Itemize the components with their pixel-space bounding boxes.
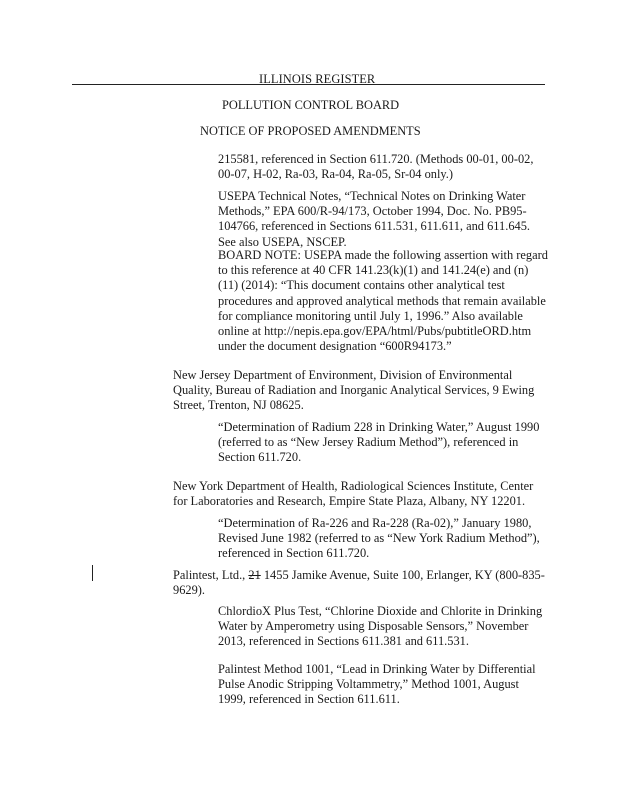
board-name: POLLUTION CONTROL BOARD — [222, 98, 400, 112]
paragraph-new-york-radium-method: “Determination of Ra-226 and Ra-228 (Ra-02),” January 1980, Revised June 1982 (referred to as “New York Radium Method”), referenced in Section 611.720. — [218, 516, 540, 561]
struck-text: 21 — [248, 568, 261, 582]
paragraph-board-note: BOARD NOTE: USEPA made the following assertion with regard to this reference at 40 CFR 141.23(k)(1) and 141.24(e) and (n)(11) (2014): “This document contains other analytical test procedures and approved analytical methods that remain available for compliance monitoring until July 1, 1996.” Also available online at http://nepis.epa.gov/EPA/html/Pubs/pubtitleORD.htm under the document designation “600R94173.” — [218, 248, 548, 354]
paragraph-new-york-department: New York Department of Health, Radiological Sciences Institute, Center for Laboratories and Research, Empire State Plaza, Albany, NY 12201. — [173, 479, 534, 509]
register-title: ILLINOIS REGISTER — [259, 72, 376, 86]
change-bar — [92, 565, 93, 581]
paragraph-method-list: 215581, referenced in Section 611.720. (Methods 00-01, 00-02, 00-07, H-02, Ra-03, Ra-04, Ra-05, Sr-04 only.) — [218, 152, 534, 182]
header-rule — [72, 84, 545, 85]
palintest-name: Palintest, Ltd., — [173, 568, 249, 582]
notice-title: NOTICE OF PROPOSED AMENDMENTS — [200, 124, 421, 138]
paragraph-palintest-address — [173, 568, 548, 598]
paragraph-new-jersey-radium-method: “Determination of Radium 228 in Drinking Water,” August 1990 (referred to as “New Jersey Radium Method”), referenced in Section 611.720. — [218, 420, 540, 465]
paragraph-new-jersey-department: New Jersey Department of Environment, Division of Environmental Quality, Bureau of Radiation and Inorganic Analytical Services, 9 Ewing Street, Trenton, NJ 08625. — [173, 368, 535, 413]
paragraph-usepa-technical-notes: USEPA Technical Notes, “Technical Notes on Drinking Water Methods,” EPA 600/R-94/173, October 1994, Doc. No. PB95-104766, referenced in Sections 611.531, 611.611, and 611.645. See also USEPA, NSCEP. — [218, 189, 530, 249]
palintest-address: 1455 Jamike Avenue, Suite 100, Erlanger, KY (800-835-9629). — [173, 568, 545, 598]
paragraph-palintest-method-1001: Palintest Method 1001, “Lead in Drinking Water by Differential Pulse Anodic Stripping Voltammetry,” Method 1001, August 1999, referenced in Section 611.611. — [218, 662, 536, 707]
paragraph-chlordiox-test: ChlordioX Plus Test, “Chlorine Dioxide and Chlorite in Drinking Water by Amperometry using Disposable Sensors,” November 2013, referenced in Sections 611.381 and 611.531. — [218, 604, 543, 649]
